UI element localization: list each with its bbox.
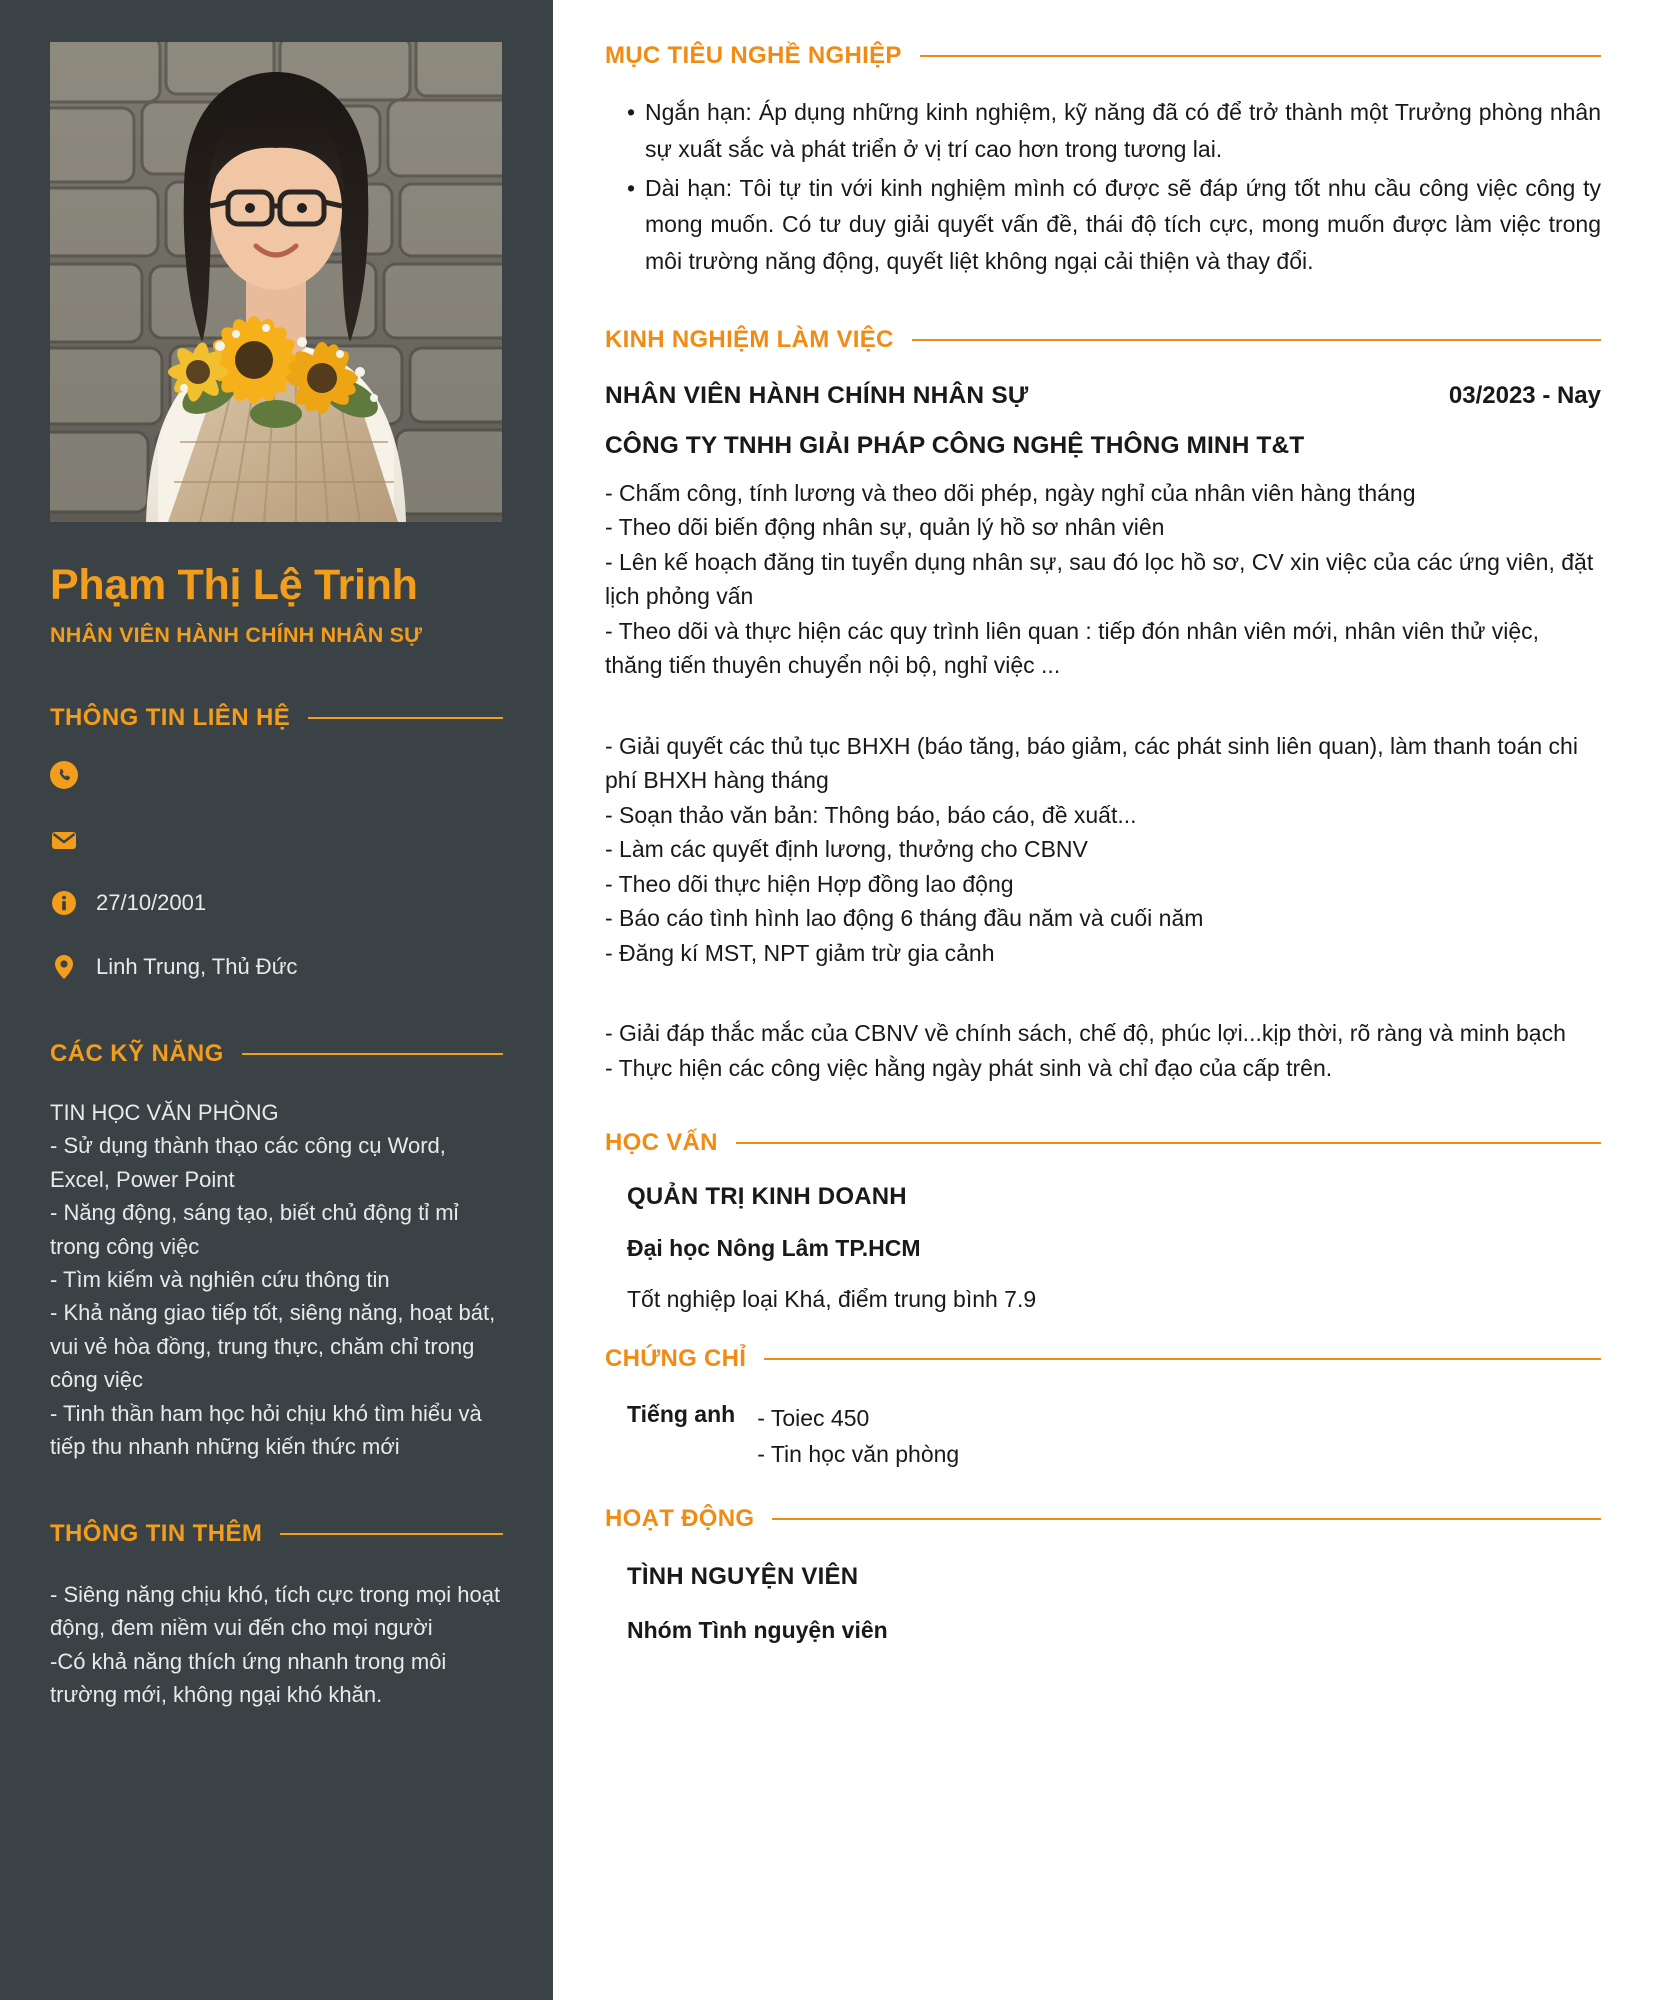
certificates-heading: CHỨNG CHỈ	[605, 1345, 747, 1373]
education-heading: HỌC VẤN	[605, 1129, 718, 1157]
divider-rule	[912, 339, 1601, 341]
phone-icon	[50, 761, 78, 789]
section-header-education	[605, 1129, 1601, 1157]
section-header-skills	[50, 1040, 503, 1068]
section-header-contact	[50, 704, 503, 732]
certificates-entry	[605, 1401, 1601, 1472]
location-value: Linh Trung, Thủ Đức	[96, 954, 298, 980]
section-header-activities	[605, 1505, 1601, 1533]
experience-duties-group-2	[605, 729, 1601, 971]
experience-duty: - Báo cáo tình hình lao động 6 tháng đầu năm và cuối năm	[605, 905, 1204, 932]
experience-heading: KINH NGHIỆM LÀM VIỆC	[605, 325, 894, 353]
objective-item: • Dài hạn: Tôi tự tin với kinh nghiệm mình có được sẽ đáp ứng tốt nhu cầu công việc công ty mong muốn. Có tư duy giải quyết vấn đề, thái độ tích cực, mong muốn được làm việc trong môi trường năng động, quyết liệt không ngại cải thiện và thay đổi.	[627, 170, 1601, 280]
experience-duties-group-1	[605, 476, 1601, 683]
certificate-items	[757, 1401, 959, 1472]
skills-body	[50, 1096, 503, 1463]
experience-duty: - Thực hiện các công việc hằng ngày phát sinh và chỉ đạo của cấp trên.	[605, 1054, 1333, 1081]
activity-title: TÌNH NGUYỆN VIÊN	[627, 1562, 859, 1590]
contact-row-email[interactable]	[50, 822, 503, 856]
section-header-objective	[605, 42, 1601, 70]
education-school: Đại học Nông Lâm TP.HCM	[627, 1235, 921, 1262]
section-header-extra	[50, 1520, 503, 1548]
skill-line: - Khả năng giao tiếp tốt, siêng năng, hoạt bát, vui vẻ hòa đồng, trung thực, chăm chỉ trong công việc	[50, 1300, 496, 1393]
skills-heading: CÁC KỸ NĂNG	[50, 1040, 224, 1068]
info-icon	[50, 889, 78, 917]
divider-rule	[920, 55, 1601, 57]
spacer	[605, 1313, 1601, 1345]
spacer	[605, 1085, 1601, 1129]
divider-rule	[772, 1518, 1601, 1520]
experience-entry	[605, 382, 1601, 1086]
experience-duty: - Chấm công, tính lương và theo dõi phép, ngày nghỉ của nhân viên hàng tháng	[605, 479, 1416, 506]
experience-duty: - Đăng kí MST, NPT giảm trừ gia cảnh	[605, 939, 995, 966]
profile-photo-image	[50, 42, 502, 522]
section-header-certificates	[605, 1345, 1601, 1373]
experience-duty: - Lên kế hoạch đăng tin tuyển dụng nhân sự, sau đó lọc hồ sơ, CV xin việc của các ứng viên, đặt lịch phỏng vấn	[605, 548, 1594, 610]
experience-duty: - Làm các quyết định lương, thưởng cho CBNV	[605, 836, 1088, 863]
page-title: Phạm Thị Lệ Trinh	[50, 561, 418, 609]
experience-duty: - Giải quyết các thủ tục BHXH (báo tăng, báo giảm, các phát sinh liên quan), làm thanh toán chi phí BHXH hàng tháng	[605, 732, 1578, 794]
contact-row-birthdate	[50, 886, 503, 920]
contact-heading: THÔNG TIN LIÊN HỆ	[50, 704, 291, 732]
spacer	[605, 282, 1601, 326]
extra-body	[50, 1578, 503, 1712]
contact-row-location	[50, 950, 503, 984]
contact-list	[50, 758, 503, 984]
activities-heading: HOẠT ĐỘNG	[605, 1504, 755, 1532]
skill-line: - Tìm kiếm và nghiên cứu thông tin	[50, 1267, 390, 1293]
divider-rule	[308, 717, 503, 719]
certificate-label: Tiếng anh	[627, 1401, 736, 1428]
activities-entry	[605, 1563, 1601, 1644]
birthdate-value: 27/10/2001	[96, 890, 207, 916]
objective-list	[605, 94, 1601, 280]
contact-row-phone[interactable]	[50, 758, 503, 792]
spacer	[605, 970, 1601, 1000]
objective-heading: MỤC TIÊU NGHỀ NGHIỆP	[605, 42, 902, 69]
divider-rule	[764, 1358, 1601, 1360]
experience-duty: - Theo dõi biến động nhân sự, quản lý hồ sơ nhân viên	[605, 514, 1165, 541]
extra-line: -Có khả năng thích ứng nhanh trong môi trường mới, không ngại khó khăn.	[50, 1648, 447, 1707]
spacer	[605, 683, 1601, 713]
skill-line: - Năng động, sáng tạo, biết chủ động tỉ mỉ trong công việc	[50, 1200, 459, 1259]
objective-item: • Ngắn hạn: Áp dụng những kinh nghiệm, kỹ năng đã có để trở thành một Trưởng phòng nhân sự xuất sắc và phát triển ở vị trí cao hơn trong tương lai.	[627, 94, 1601, 168]
divider-rule	[242, 1053, 503, 1055]
certificate-item: - Tin học văn phòng	[757, 1441, 960, 1468]
sidebar	[0, 0, 553, 2000]
profile-headline: NHÂN VIÊN HÀNH CHÍNH NHÂN SỰ	[50, 623, 423, 648]
section-header-experience	[605, 326, 1601, 354]
skill-line: - Tinh thần ham học hỏi chịu khó tìm hiểu và tiếp thu nhanh những kiến thức mới	[50, 1400, 482, 1460]
education-major: QUẢN TRỊ KINH DOANH	[627, 1183, 907, 1211]
spacer	[605, 1473, 1601, 1505]
divider-rule	[280, 1533, 503, 1535]
skill-line: - Sử dụng thành thạo các công cụ Word, Excel, Power Point	[50, 1133, 446, 1192]
education-entry	[605, 1183, 1601, 1313]
extra-heading: THÔNG TIN THÊM	[50, 1519, 263, 1547]
experience-duty: - Soạn thảo văn bản: Thông báo, báo cáo, đề xuất...	[605, 801, 1137, 828]
experience-duty: - Giải đáp thắc mắc của CBNV về chính sách, chế độ, phúc lợi...kịp thời, rõ ràng và minh bạch	[605, 1020, 1566, 1047]
email-icon	[50, 825, 78, 853]
skills-subheading: TIN HỌC VĂN PHÒNG	[50, 1100, 279, 1126]
main-content	[553, 0, 1653, 2000]
certificate-item: - Toiec 450	[757, 1405, 870, 1432]
education-note: Tốt nghiệp loại Khá, điểm trung bình 7.9	[627, 1286, 1037, 1313]
divider-rule	[736, 1142, 1601, 1144]
experience-role: NHÂN VIÊN HÀNH CHÍNH NHÂN SỰ	[605, 381, 1029, 409]
experience-date: 03/2023 - Nay	[1448, 381, 1601, 409]
experience-company: CÔNG TY TNHH GIẢI PHÁP CÔNG NGHỆ THÔNG MINH T&T	[605, 431, 1305, 459]
location-icon	[50, 953, 78, 981]
experience-duties-group-3	[605, 1016, 1601, 1085]
activity-org: Nhóm Tình nguyện viên	[627, 1616, 888, 1643]
experience-duty: - Theo dõi thực hiện Hợp đồng lao động	[605, 870, 1014, 897]
profile-photo	[50, 42, 502, 522]
experience-title-row	[605, 382, 1601, 410]
experience-duty: - Theo dõi và thực hiện các quy trình liên quan : tiếp đón nhân viên mới, nhân viên thử việc, thăng tiến thuyên chuyển nội bộ, nghỉ việc ...	[605, 617, 1540, 679]
extra-line: - Siêng năng chịu khó, tích cực trong mọi hoạt động, đem niềm vui đến cho mọi người	[50, 1581, 501, 1641]
